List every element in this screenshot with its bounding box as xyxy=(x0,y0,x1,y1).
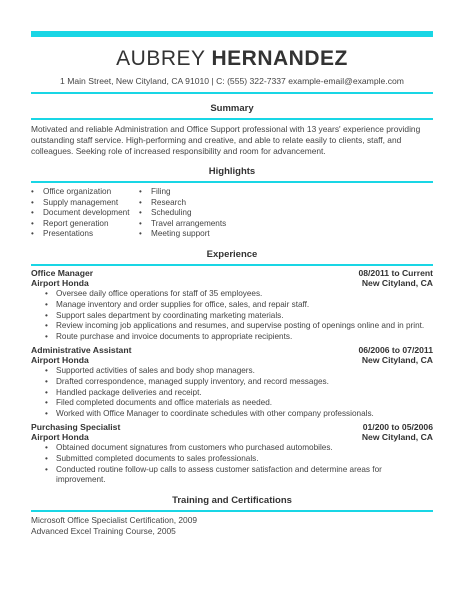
top-accent-bar xyxy=(31,31,433,37)
highlights-column-1 xyxy=(31,187,139,240)
job-title-row xyxy=(31,422,433,433)
job-duty: • Worked with Office Manager to coordinate schedules with other company professionals. xyxy=(45,409,433,420)
divider-line xyxy=(31,92,433,94)
certification-item: Microsoft Office Specialist Certification, 2009 xyxy=(31,515,198,526)
job-duty: • Handled package deliveries and receipt. xyxy=(45,388,433,399)
training-heading: Training and Certifications xyxy=(172,495,292,507)
divider-line xyxy=(31,118,433,120)
job-title: Administrative Assistant xyxy=(31,344,132,355)
job-company-row xyxy=(31,432,433,443)
experience-heading: Experience xyxy=(206,248,258,260)
divider-line xyxy=(31,181,433,183)
job-company: Airport Honda xyxy=(31,278,89,289)
job-duty: • Manage inventory and order supplies for office, sales, and repair staff. xyxy=(45,300,433,311)
job-title-row xyxy=(31,268,433,279)
highlight-item: • Office organization xyxy=(31,187,139,198)
job-company: Airport Honda xyxy=(31,432,89,443)
highlight-item: • Supply management xyxy=(31,198,139,209)
job-duty: • Drafted correspondence, managed supply inventory, and record messages. xyxy=(45,377,433,388)
highlight-item: • Research xyxy=(139,198,226,209)
job-location: New Cityland, CA xyxy=(361,432,433,443)
highlight-item: • Filing xyxy=(139,187,226,198)
highlight-item: • Meeting support xyxy=(139,229,226,240)
job-duty: • Obtained document signatures from customers who purchased automobiles. xyxy=(45,443,433,454)
job-title: Purchasing Specialist xyxy=(31,421,121,432)
highlight-item: • Travel arrangements xyxy=(139,219,226,230)
divider-line xyxy=(31,264,433,266)
job-duty: • Oversee daily office operations for staff of 35 employees. xyxy=(45,289,433,300)
candidate-name xyxy=(31,47,433,71)
job-company-row xyxy=(31,355,433,366)
certification-item: Advanced Excel Training Course, 2005 xyxy=(31,525,176,536)
job-location: New Cityland, CA xyxy=(361,278,433,289)
job-duties xyxy=(31,366,433,420)
contact-info: 1 Main Street, New Cityland, CA 91010 | C: (555) 322-7337 example-email@example.com xyxy=(60,76,404,86)
job-duty: • Support sales department by coordinating marketing materials. xyxy=(45,311,433,322)
highlights-heading: Highlights xyxy=(208,166,256,177)
job-duty: • Supported activities of sales and body shop managers. xyxy=(45,366,433,377)
job-title-row xyxy=(31,345,433,356)
job-dates: 06/2006 to 07/2011 xyxy=(358,344,433,355)
last-name: HERNANDEZ xyxy=(211,47,348,70)
divider-line xyxy=(31,510,433,512)
job-duty: • Filed completed documents and office materials as needed. xyxy=(45,398,433,409)
job-duty: • Conducted routine follow-up calls to assess customer satisfaction and determine areas for improvement. xyxy=(45,465,433,487)
certification-list xyxy=(31,515,433,537)
job-dates: 08/2011 to Current xyxy=(358,267,433,278)
job-duty: • Submitted completed documents to sales professionals. xyxy=(45,454,433,465)
job-title: Office Manager xyxy=(31,267,94,278)
highlight-item: • Presentations xyxy=(31,229,139,240)
job-dates: 01/200 to 05/2006 xyxy=(362,421,433,432)
job-entry xyxy=(31,268,433,343)
job-duties xyxy=(31,289,433,343)
job-duty: • Review incoming job applications and resumes, and supervise posting of openings online and in print. xyxy=(45,321,433,332)
job-company: Airport Honda xyxy=(31,355,89,366)
highlight-item: • Scheduling xyxy=(139,208,226,219)
highlight-item: • Document development xyxy=(31,208,139,219)
first-name: AUBREY xyxy=(116,47,206,70)
highlight-item: • Report generation xyxy=(31,219,139,230)
job-entry xyxy=(31,345,433,420)
summary-heading: Summary xyxy=(210,103,254,114)
highlights-list xyxy=(31,187,433,240)
highlights-column-2 xyxy=(139,187,226,240)
job-entry xyxy=(31,422,433,486)
job-company-row xyxy=(31,278,433,289)
job-duty: • Route purchase and invoice documents to appropriate recipients. xyxy=(45,332,433,343)
summary-text: Motivated and reliable Administration and Office Support professional with 13 years' experience providing outstanding staff service. High-performing and creative, and able to relate easily to clients, staff, and colleagues. Seeking role of increased responsibility and room for advancement. xyxy=(31,124,421,156)
resume-page xyxy=(31,31,433,537)
job-location: New Cityland, CA xyxy=(361,355,433,366)
job-duties xyxy=(31,443,433,486)
